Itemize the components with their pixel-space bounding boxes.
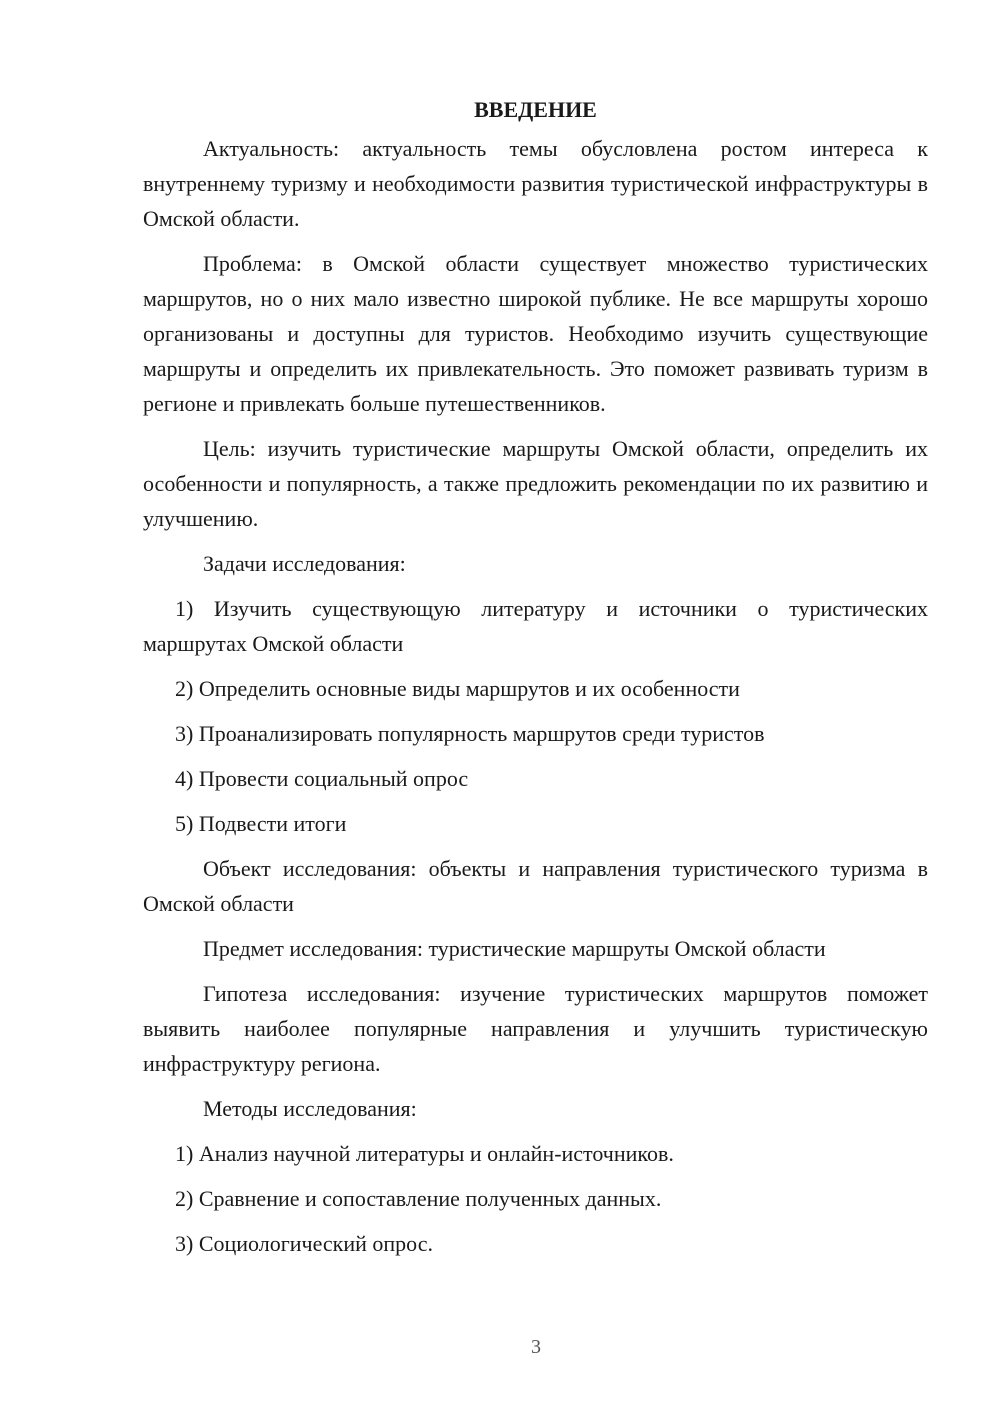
- relevance-paragraph: Актуальность: актуальность темы обусловлена ростом интереса к внутреннему туризму и необходимости развития туристической инфраструктуры в Омской области.: [143, 136, 928, 231]
- page-number: 3: [531, 1336, 541, 1358]
- subject-paragraph: Предмет исследования: туристические маршруты Омской области: [203, 936, 826, 961]
- object-paragraph: Объект исследования: объекты и направления туристического туризма в Омской области: [143, 856, 928, 916]
- method-item: 1) Анализ научной литературы и онлайн-источников.: [175, 1141, 674, 1166]
- hypothesis-paragraph: Гипотеза исследования: изучение туристических маршрутов поможет выявить наиболее популярные направления и улучшить туристическую инфраструктуру региона.: [143, 981, 928, 1076]
- problem-paragraph: Проблема: в Омской области существует множество туристических маршрутов, но о них мало известно широкой публике. Не все маршруты хорошо организованы и доступны для туристов. Необходимо изучить существующие маршруты и определить их привлекательность. Это поможет развивать туризм в регионе и привлекать больше путешественников.: [143, 251, 928, 416]
- page-content: [143, 92, 928, 1271]
- task-item: 4) Провести социальный опрос: [175, 766, 469, 791]
- task-item: 3) Проанализировать популярность маршрутов среди туристов: [175, 721, 765, 746]
- goal-paragraph: Цель: изучить туристические маршруты Омской области, определить их особенности и популярность, а также предложить рекомендации по их развитию и улучшению.: [143, 436, 928, 531]
- method-item: 2) Сравнение и сопоставление полученных данных.: [175, 1186, 662, 1211]
- method-item: 3) Социологический опрос.: [175, 1231, 433, 1256]
- task-item: 1) Изучить существующую литературу и источники о туристических маршрутах Омской области: [143, 596, 928, 656]
- methods-title: Методы исследования:: [203, 1096, 417, 1121]
- task-item: 2) Определить основные виды маршрутов и их особенности: [175, 676, 740, 701]
- tasks-title: Задачи исследования:: [203, 551, 406, 576]
- task-item: 5) Подвести итоги: [175, 811, 347, 836]
- section-heading: ВВЕДЕНИЕ: [474, 97, 597, 122]
